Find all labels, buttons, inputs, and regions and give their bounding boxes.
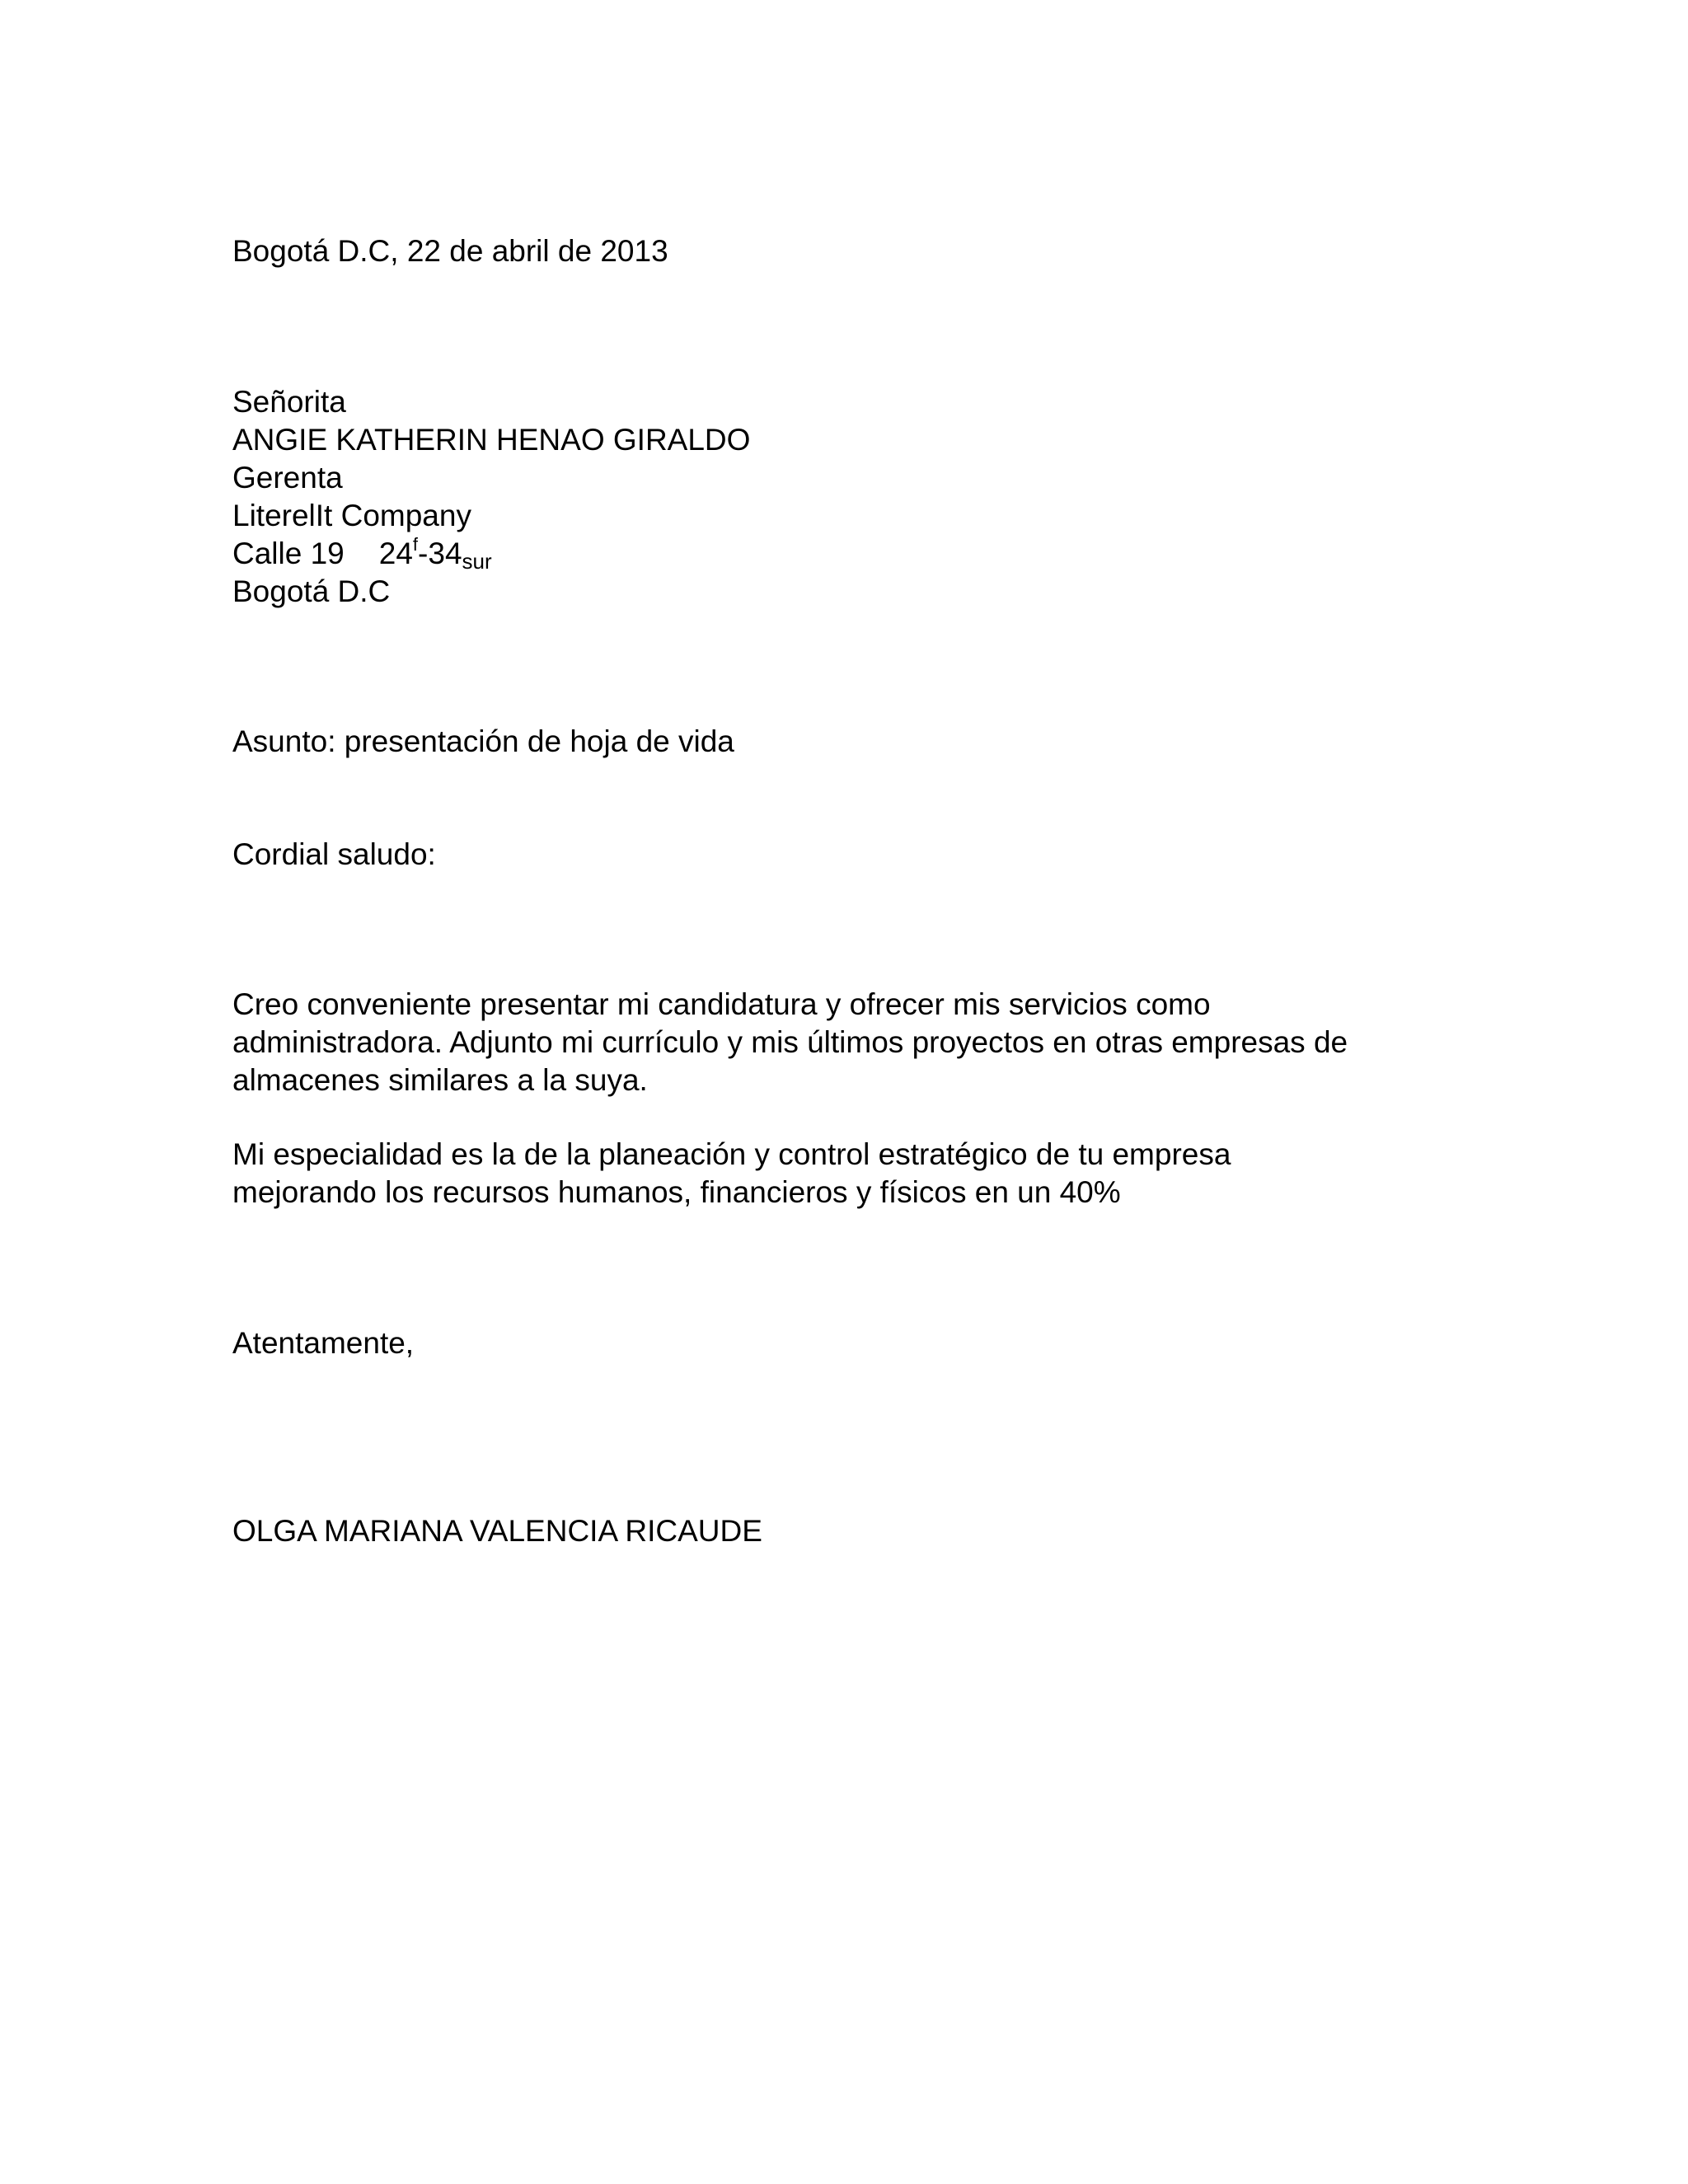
paragraph-line: almacenes similares a la suya. bbox=[232, 1063, 648, 1097]
closing-text: Atentamente, bbox=[232, 1326, 415, 1360]
greeting-text: Cordial saludo: bbox=[232, 837, 436, 871]
recipient-block bbox=[232, 383, 750, 611]
greeting bbox=[232, 836, 436, 874]
recipient-company: LiterelIt Company bbox=[232, 499, 471, 532]
letter-date bbox=[232, 232, 668, 270]
recipient-position: Gerenta bbox=[232, 461, 343, 494]
paragraph-line: administradora. Adjunto mi currículo y mis últimos proyectos en otras empresas de bbox=[232, 1025, 1348, 1059]
recipient-city: Bogotá D.C bbox=[232, 574, 391, 608]
address-superscript: f bbox=[412, 534, 419, 555]
date-line: Bogotá D.C, 22 de abril de 2013 bbox=[232, 234, 668, 268]
subject-text: Asunto: presentación de hoja de vida bbox=[232, 724, 734, 758]
recipient-name: ANGIE KATHERIN HENAO GIRALDO bbox=[232, 423, 751, 457]
address-subscript: sur bbox=[462, 549, 492, 574]
address-suffix: -34 bbox=[418, 537, 462, 570]
recipient-address bbox=[232, 535, 750, 573]
paragraph-line: Mi especialidad es la de la planeación y control estratégico de tu empresa bbox=[232, 1137, 1231, 1171]
signer bbox=[232, 1512, 762, 1550]
body-paragraph-2 bbox=[232, 1136, 1231, 1212]
closing bbox=[232, 1324, 414, 1362]
paragraph-line: mejorando los recursos humanos, financieros y físicos en un 40% bbox=[232, 1175, 1121, 1209]
address-number: 24 bbox=[378, 537, 413, 570]
paragraph-line: Creo conveniente presentar mi candidatura y ofrecer mis servicios como bbox=[232, 987, 1211, 1021]
address-street: Calle 19 bbox=[232, 537, 345, 570]
recipient-title: Señorita bbox=[232, 385, 346, 419]
signer-name: OLGA MARIANA VALENCIA RICAUDE bbox=[232, 1514, 762, 1548]
body-paragraph-1 bbox=[232, 986, 1348, 1099]
subject-line bbox=[232, 723, 734, 761]
